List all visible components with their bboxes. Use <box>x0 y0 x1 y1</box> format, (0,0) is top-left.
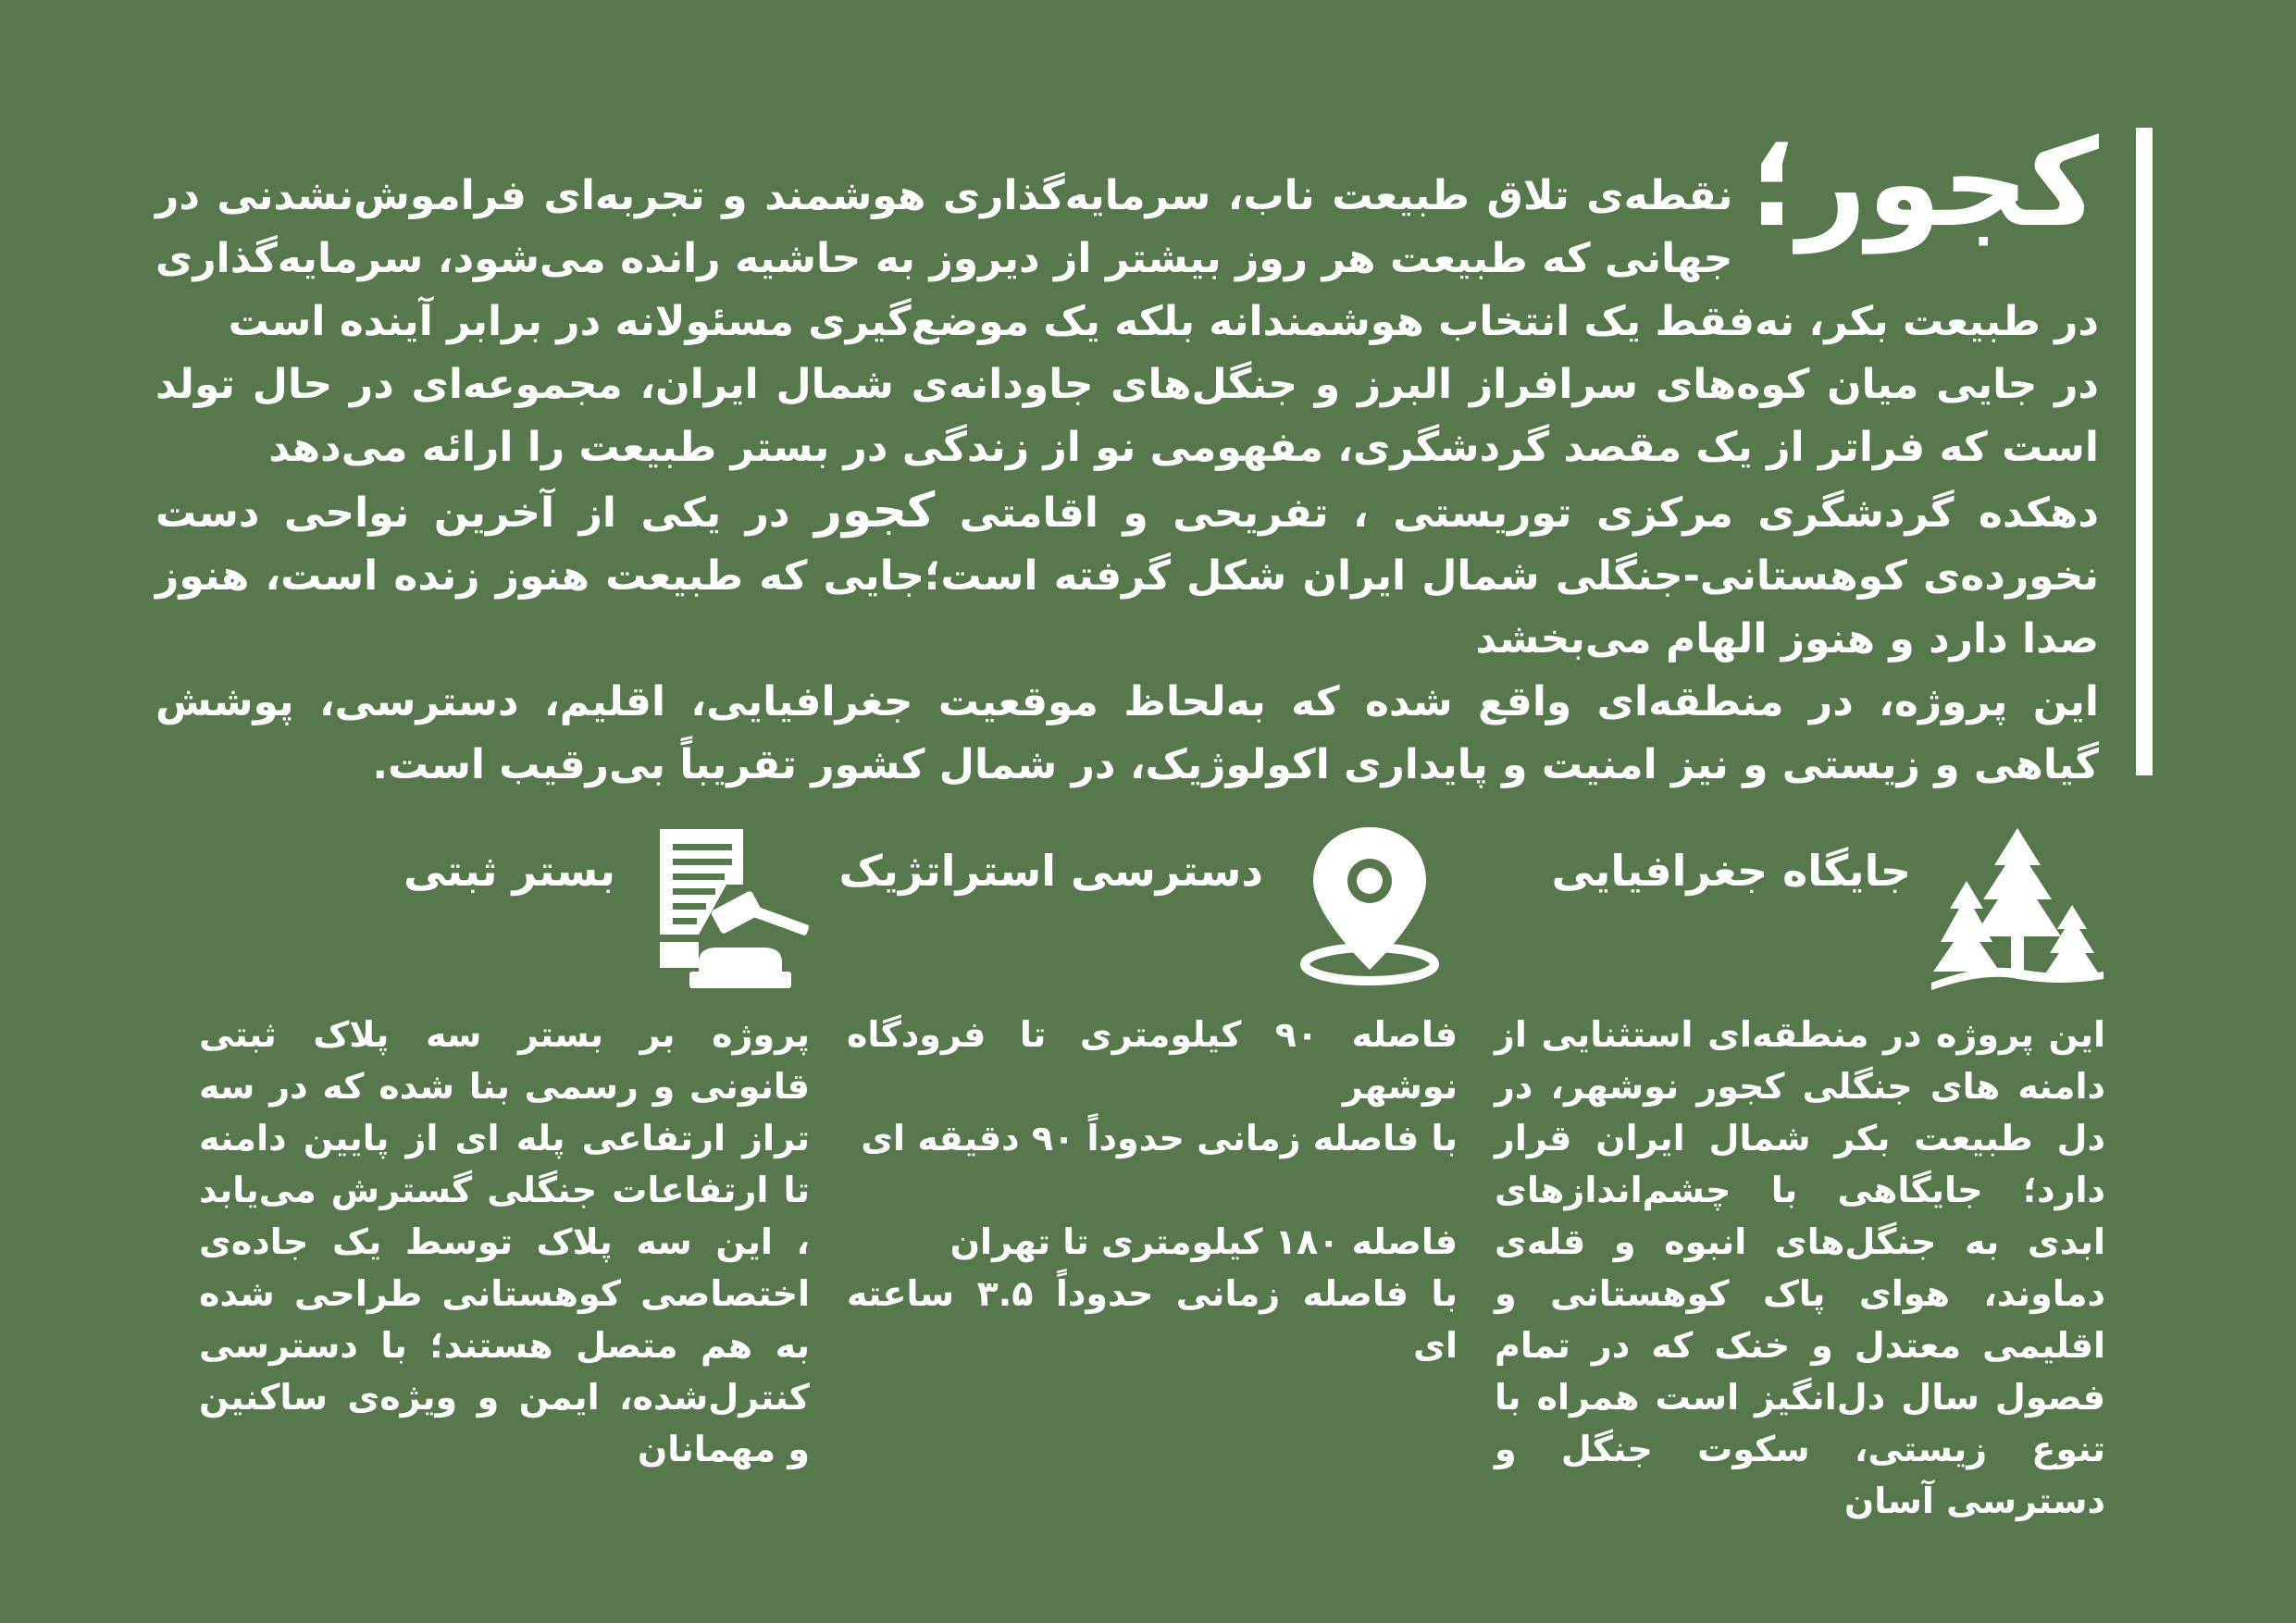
intro-paragraph-3-end: در یکی از آخرین نواحی دست نخورده‌ی کوهستانی-جنگلی شمال ایران شکل گرفته است؛جایی که طبیعت هنوز زنده است، هنوز صدا دارد و هنوز الهام می‌بخشد <box>155 489 2099 663</box>
intro-paragraph-2: در جایی میان کوه‌های سرافراز البرز و جنگل‌های جاودانه‌ی شمال ایران، مجموعه‌ای در حال تولد است که فراتر از یک مقصد گردشگری، مفهومی نو از زندگی در بستر طبیعت را ارائه می‌دهد <box>155 361 2099 471</box>
pine-trees-icon <box>1930 824 2105 990</box>
feature-geo-text: این پروژه در منطقه‌ای استثنایی از دامنه های جنگلی کجور نوشهر، در دل طبیعت بکر شمال ایران قرار دارد؛ جایگاهی با چشم‌اندازهای ابدی به جنگل‌های انبوه و قله‌ی دماوند، هوای پاک کوهستانی و اقلیمی معتدل و خنک که در تمام فصول سال دل‌انگیز است همراه با تنوع زیستی، سکوت جنگل و دسترسی آسان <box>1495 1014 2105 1521</box>
feature-geo-body <box>1495 1009 2105 1527</box>
feature-access-line-4: با فاصله زمانی حدوداً ۳.۵ ساعته ای <box>847 1273 1458 1366</box>
feature-legal-title: بستر ثبتی <box>403 846 615 896</box>
feature-geo-header <box>1476 824 2105 990</box>
intro-text <box>155 113 2099 797</box>
feature-access-body <box>847 1009 1458 1371</box>
feature-access-block-1 <box>847 1009 1458 1164</box>
feature-legal-basis <box>180 824 810 1490</box>
feature-access-block-2 <box>847 1216 1458 1371</box>
intro-paragraph-3-brand: کجور <box>814 483 936 539</box>
feature-geographic-location <box>1476 824 2105 1521</box>
feature-strategic-access <box>828 824 1458 1490</box>
features-section <box>143 824 2105 1521</box>
feature-geo-title: جایگاه جغرافیایی <box>1551 846 1911 896</box>
feature-access-header <box>828 824 1458 990</box>
legal-document-gavel-icon <box>634 824 810 990</box>
intro-paragraph-3-start: دهکده گردشگری مرکزی توریستی ، تفریحی و اقامتی <box>959 489 2099 537</box>
feature-access-line-2: با فاصله زمانی حدوداً ۹۰ دقیقه ای <box>861 1118 1458 1158</box>
brand-title: کجور؛ <box>1749 113 2099 254</box>
feature-access-line-3: فاصله ۱۸۰ کیلومتری تا تهران <box>949 1221 1458 1262</box>
location-pin-icon <box>1282 824 1458 990</box>
feature-access-title: دسترسی استراتژیک <box>838 846 1263 896</box>
feature-legal-text: پروژه بر بستر سه پلاک ثبتی قانونی و رسمی بنا شده که در سه تراز ارتفاعی پله ای از پایین دامنه تا ارتفاعات جنگلی گسترش می‌یابد ، این سه پلاک توسط یک جاده‌ی اختصاصی کوهستانی طراحی شده به هم متصل هستند؛ با دسترسی کنترل‌شده، ایمن و ویژه‌ی ساکنین و مهمانان <box>199 1014 810 1469</box>
intro-paragraph-1 <box>155 113 2099 353</box>
intro-paragraph-1-text: نقطه‌ی تلاق طبیعت ناب، سرمایه‌گذاری هوشمند و تجربه‌ای فراموش‌نشدنی در جهانی که طبیعت هر روز بیشتر از دیروز به حاشیه رانده می‌شود، سرمایه‌گذاری در طبیعت بکر، نه‌فقط یک انتخاب هوشمندانه بلکه یک موضع‌گیری مسئولانه در برابر آینده است <box>155 172 2099 345</box>
intro-section <box>155 113 2153 788</box>
intro-paragraph-4: این پروژه، در منطقه‌ای واقع شده که به‌لحاظ موقعیت جغرافیایی، اقلیم، دسترسی، پوشش گیاهی و زیستی و نیز امنیت و پایداری اکولوژیک، در شمال کشور تقریباً بی‌رقیب است. <box>155 678 2099 788</box>
feature-legal-header <box>180 824 810 990</box>
intro-paragraph-3 <box>155 479 2099 671</box>
feature-access-line-1: فاصله ۹۰ کیلومتری تا فرودگاه نوشهر <box>847 1014 1458 1107</box>
feature-legal-body <box>199 1009 810 1475</box>
